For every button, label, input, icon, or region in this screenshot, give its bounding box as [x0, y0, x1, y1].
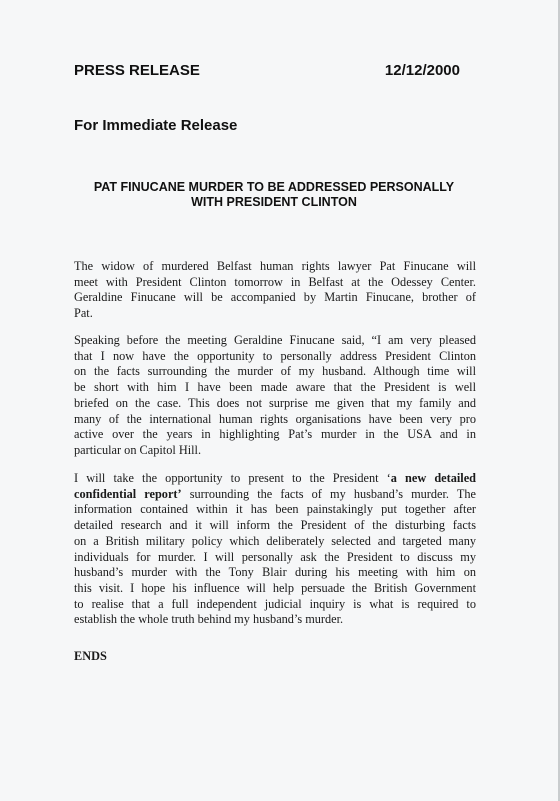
text-line: Geraldine Finucane will be accompanied by Martin Finucane, brother of — [74, 290, 476, 305]
text-line: on the facts surrounding the murder of my husband. Although time will — [74, 364, 476, 379]
text-line: be short with him I have been made aware that the President is well — [74, 380, 476, 395]
text-line: particular on Capitol Hill. — [74, 442, 202, 457]
text-line: Speaking before the meeting Geraldine Finucane said, “I am very pleased — [74, 333, 476, 347]
paragraph-quote — [74, 333, 476, 459]
text-line: detailed research and it will inform the President of the disturbing facts — [74, 518, 476, 533]
text-line: briefed on the case. This does not surprise me given that my family and — [74, 395, 476, 410]
text-line: active over the years in highlighting Pat’s murder in the USA and in — [74, 427, 476, 442]
text-line: many of the international human rights organisations have been very pro — [74, 411, 476, 426]
text-line: meet with President Clinton tomorrow in Belfast at the Odessey Center. — [74, 274, 476, 289]
text-line: Pat. — [74, 306, 93, 321]
text-line: this visit. I hope his influence will help persuade the British Government — [74, 580, 476, 595]
press-release-header — [74, 62, 460, 79]
text-line: information contained within it has been painstakingly put together after — [74, 502, 476, 517]
release-type: For Immediate Release — [74, 117, 238, 134]
paragraph-intro — [74, 259, 476, 322]
headline-line: PAT FINUCANE MURDER TO BE ADDRESSED PERSONALLY — [93, 180, 455, 194]
text-line — [74, 487, 476, 503]
text-line: The widow of murdered Belfast human rights lawyer Pat Finucane will — [74, 259, 476, 273]
bold-text: a new detailed — [390, 471, 476, 485]
headline-line: WITH PRESIDENT CLINTON — [191, 195, 357, 209]
text-line: establish the whole truth behind my husband’s murder. — [74, 612, 344, 627]
release-date: 12/12/2000 — [384, 62, 460, 79]
text-line: individuals for murder. I will personally ask the President to discuss my — [74, 549, 476, 564]
text-segment: surrounding the facts of my husband’s murder. The — [181, 486, 476, 501]
ends-marker: ENDS — [74, 649, 107, 663]
text-line: husband’s murder with the Tony Blair during his meeting with him on — [74, 565, 476, 580]
text-line: that I now have the opportunity to personally address President Clinton — [74, 348, 476, 363]
paragraph-report — [74, 471, 476, 628]
text-line: on a British military policy which deliberately selected and targeted many — [74, 533, 476, 548]
press-release-label: PRESS RELEASE — [74, 62, 200, 79]
text-line: to realise that a full independent judicial inquiry is what is required to — [74, 596, 476, 611]
text-segment: I will take the opportunity to present to the President ‘ — [74, 471, 391, 485]
text-line — [74, 471, 476, 487]
headline — [74, 180, 474, 210]
bold-text: confidential report’ — [74, 486, 182, 501]
